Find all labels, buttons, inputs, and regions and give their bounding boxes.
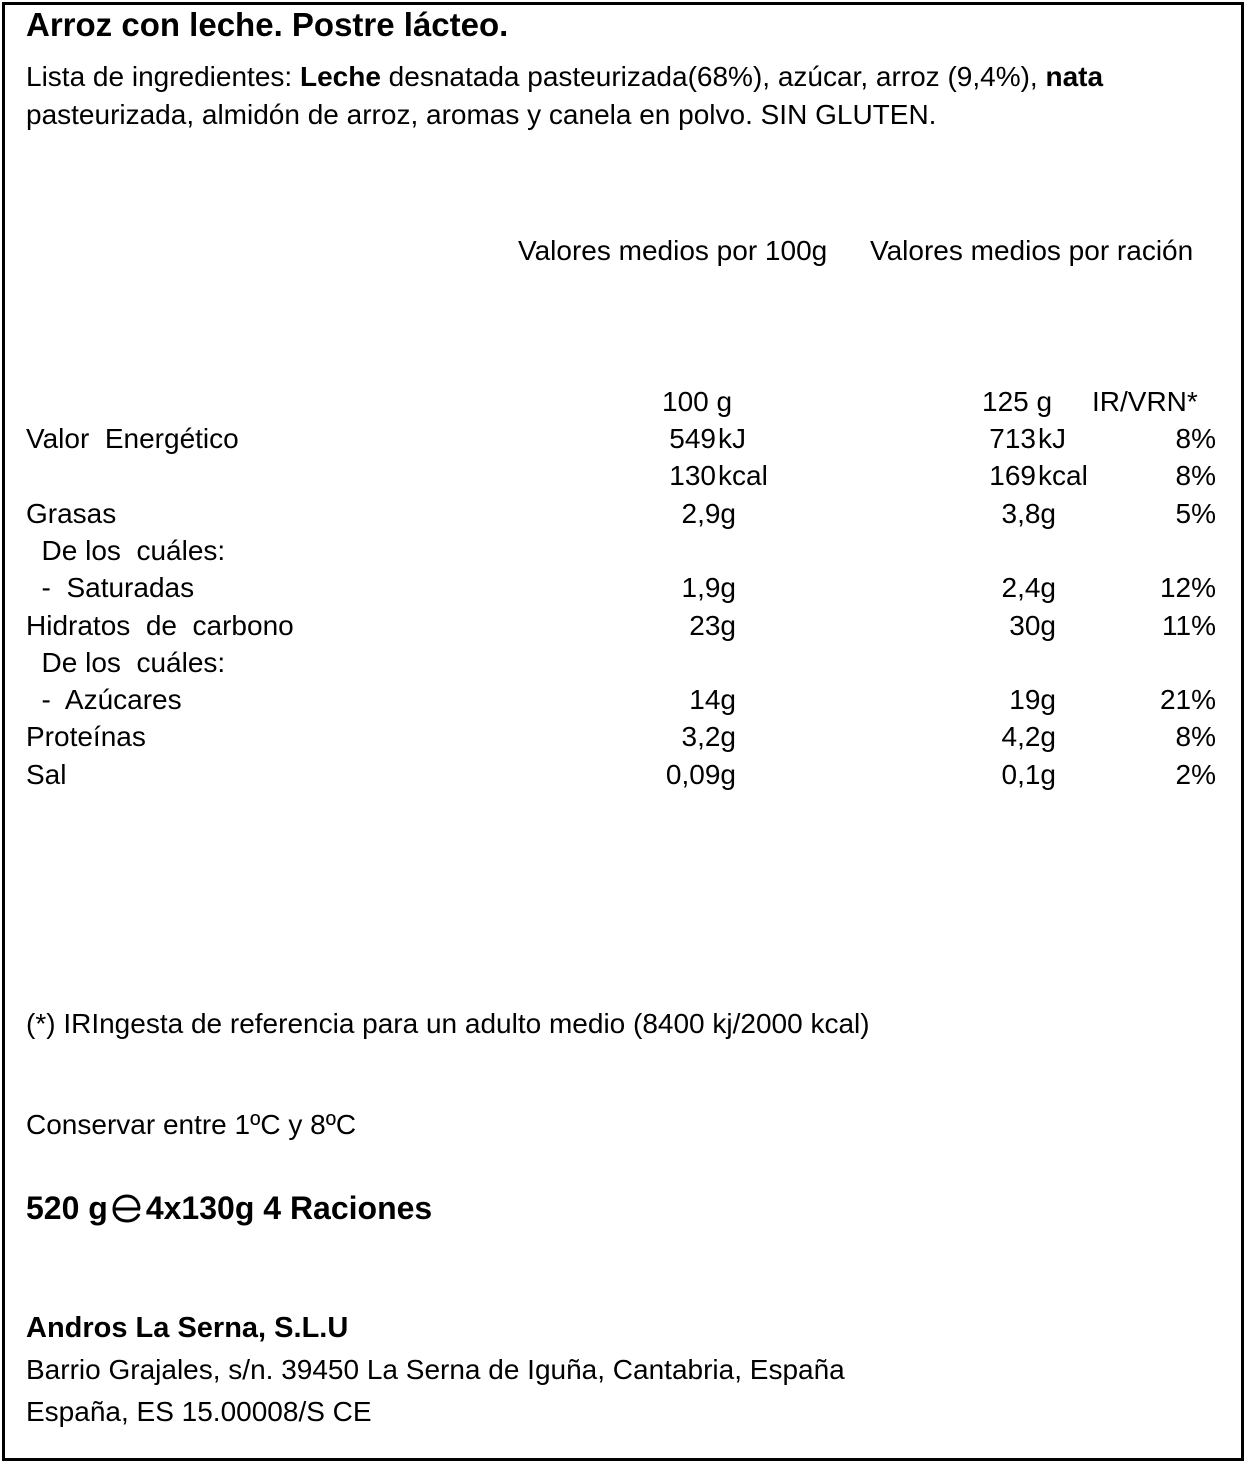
- value-125g: 0,1g: [1001, 759, 1056, 790]
- column-125g: 125 g: [982, 386, 1053, 417]
- reference-intake-note: (*) IRIngesta de referencia para un adulto medio (8400 kj/2000 kcal): [26, 1008, 870, 1039]
- value-125g: 3,8g: [1001, 498, 1056, 529]
- ir-vrn-percent: 2%: [1175, 759, 1216, 790]
- storage-instructions: Conservar entre 1ºC y 8ºC: [26, 1109, 357, 1140]
- nutrient-label: Sal: [26, 759, 67, 790]
- ir-vrn-percent: 11%: [1162, 610, 1216, 641]
- ir-vrn-percent: 8%: [1175, 423, 1216, 454]
- ir-vrn-percent: 8%: [1175, 721, 1216, 752]
- ingredients-bold-nata: nata: [1045, 61, 1104, 92]
- company-name: Andros La Serna, S.L.U: [26, 1312, 349, 1344]
- value-125g: 30g: [1009, 610, 1056, 641]
- value-100g: 14g: [689, 684, 736, 715]
- unit-100g: kcal: [718, 460, 768, 491]
- net-quantity: [26, 1192, 432, 1228]
- column-ir-vrn: IR/VRN*: [1092, 386, 1198, 417]
- value-125g: 2,4g: [1001, 572, 1056, 603]
- nutrient-label: Proteínas: [26, 721, 146, 752]
- value-100g: 0,09g: [665, 759, 736, 790]
- value-100g: 23g: [689, 610, 736, 641]
- value-125g: 4,2g: [1001, 721, 1056, 752]
- value-100g: 3,2g: [681, 721, 736, 752]
- value-125g: 169: [989, 460, 1036, 491]
- estimated-sign-icon: [110, 1193, 144, 1228]
- nutrient-label: - Saturadas: [26, 572, 195, 603]
- unit-100g: kJ: [718, 423, 746, 454]
- company-registry: España, ES 15.00008/S CE: [26, 1396, 372, 1427]
- header-per-serving: Valores medios por ración: [870, 235, 1194, 266]
- pack-format: 4x130g 4 Raciones: [145, 1190, 433, 1226]
- value-125g: 19g: [1009, 684, 1056, 715]
- nutrient-label: - Azúcares: [26, 684, 182, 715]
- ir-vrn-percent: 5%: [1175, 498, 1216, 529]
- nutrient-label: Grasas: [26, 498, 117, 529]
- value-100g: 130: [669, 460, 716, 491]
- unit-125g: kJ: [1038, 423, 1066, 454]
- ingredients-text-3: pasteurizada, almidón de arroz, aromas y canela en polvo. SIN GLUTEN.: [26, 99, 937, 130]
- header-per-100g: Valores medios por 100g: [518, 235, 828, 266]
- value-125g: 713: [989, 423, 1036, 454]
- nutrient-label: De los cuáles:: [26, 535, 226, 566]
- nutrient-label: Hidratos de carbono: [26, 610, 294, 641]
- nutrient-label: Valor Energético: [26, 423, 239, 454]
- ingredients-bold-leche: Leche: [299, 61, 381, 92]
- nutrient-label: De los cuáles:: [26, 647, 226, 678]
- net-weight: 520 g: [26, 1190, 108, 1226]
- ingredients-list: [26, 58, 1176, 134]
- value-100g: 2,9g: [681, 498, 736, 529]
- ingredients-text-2: desnatada pasteurizada(68%), azúcar, arroz (9,4%),: [380, 61, 1046, 92]
- value-100g: 1,9g: [681, 572, 736, 603]
- ir-vrn-percent: 21%: [1159, 684, 1216, 715]
- ir-vrn-percent: 12%: [1159, 572, 1216, 603]
- product-title: Arroz con leche. Postre lácteo.: [26, 6, 509, 43]
- ingredients-text-1: Lista de ingredientes:: [26, 61, 300, 92]
- column-100g: 100 g: [662, 386, 733, 417]
- company-address: Barrio Grajales, s/n. 39450 La Serna de Iguña, Cantabria, España: [26, 1354, 845, 1385]
- ir-vrn-percent: 8%: [1175, 460, 1216, 491]
- unit-125g: kcal: [1038, 460, 1088, 491]
- value-100g: 549: [669, 423, 716, 454]
